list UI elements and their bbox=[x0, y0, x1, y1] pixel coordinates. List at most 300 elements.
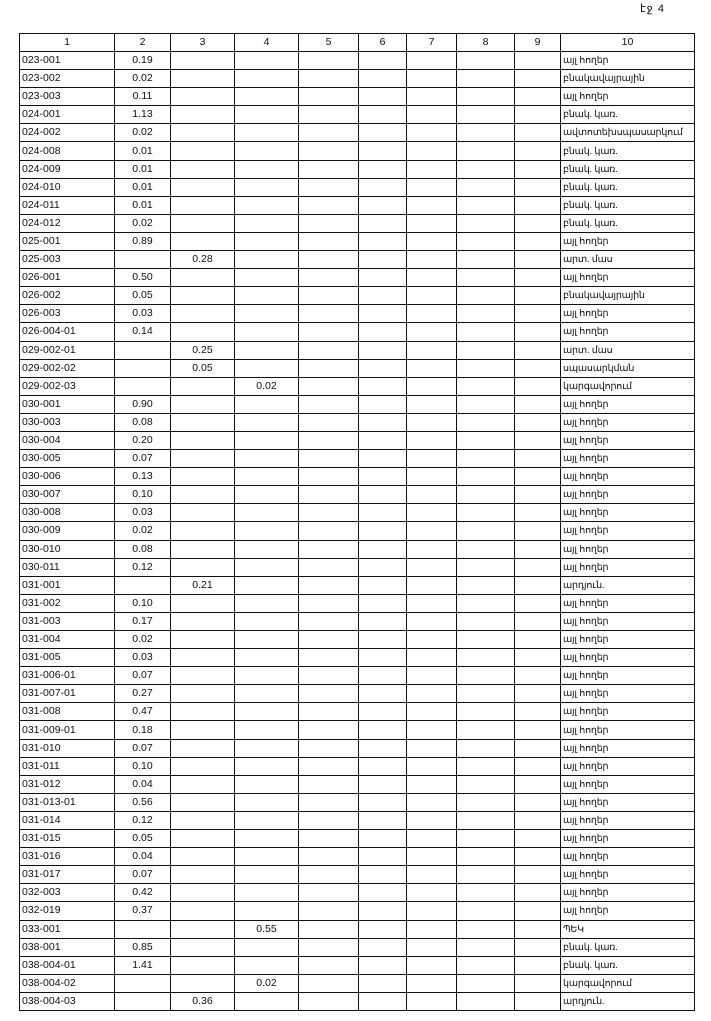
table-row bbox=[20, 576, 695, 594]
value-cell-col3 bbox=[171, 232, 235, 250]
value-cell-col5 bbox=[299, 305, 359, 323]
value-cell-col5 bbox=[299, 830, 359, 848]
value-cell-col2: 0.07 bbox=[115, 450, 171, 468]
value-cell-col3 bbox=[171, 142, 235, 160]
value-cell-col2: 0.12 bbox=[115, 811, 171, 829]
value-cell-col4 bbox=[235, 431, 299, 449]
value-cell-col6 bbox=[359, 594, 407, 612]
value-cell-col9 bbox=[515, 920, 561, 938]
value-cell-col2: 0.02 bbox=[115, 631, 171, 649]
value-cell-col8 bbox=[457, 196, 515, 214]
value-cell-col2: 0.19 bbox=[115, 52, 171, 70]
table-row bbox=[20, 920, 695, 938]
value-cell-col4 bbox=[235, 576, 299, 594]
value-cell-col9 bbox=[515, 431, 561, 449]
value-cell-col8 bbox=[457, 974, 515, 992]
value-cell-col5 bbox=[299, 468, 359, 486]
column-header: 2 bbox=[115, 34, 171, 52]
value-cell-col6 bbox=[359, 649, 407, 667]
column-header: 10 bbox=[561, 34, 695, 52]
value-cell-col2: 0.02 bbox=[115, 70, 171, 88]
value-cell-col6 bbox=[359, 52, 407, 70]
table-row bbox=[20, 341, 695, 359]
value-cell-col9 bbox=[515, 757, 561, 775]
value-cell-col9 bbox=[515, 142, 561, 160]
value-cell-col2: 0.04 bbox=[115, 848, 171, 866]
value-cell-col7 bbox=[407, 631, 457, 649]
value-cell-col5 bbox=[299, 920, 359, 938]
value-cell-col2: 0.02 bbox=[115, 214, 171, 232]
value-cell-col8 bbox=[457, 359, 515, 377]
parcel-code-cell: 030-007 bbox=[20, 486, 115, 504]
value-cell-col8 bbox=[457, 178, 515, 196]
parcel-code-cell: 031-017 bbox=[20, 866, 115, 884]
value-cell-col4 bbox=[235, 793, 299, 811]
table-row bbox=[20, 830, 695, 848]
value-cell-col2: 0.89 bbox=[115, 232, 171, 250]
value-cell-col7 bbox=[407, 757, 457, 775]
table-row bbox=[20, 486, 695, 504]
land-use-cell: արտ. մաս bbox=[561, 341, 695, 359]
value-cell-col5 bbox=[299, 811, 359, 829]
value-cell-col8 bbox=[457, 341, 515, 359]
value-cell-col9 bbox=[515, 52, 561, 70]
value-cell-col8 bbox=[457, 594, 515, 612]
value-cell-col5 bbox=[299, 377, 359, 395]
value-cell-col2 bbox=[115, 341, 171, 359]
column-header: 4 bbox=[235, 34, 299, 52]
value-cell-col7 bbox=[407, 938, 457, 956]
value-cell-col5 bbox=[299, 70, 359, 88]
value-cell-col4 bbox=[235, 667, 299, 685]
value-cell-col4 bbox=[235, 341, 299, 359]
value-cell-col2 bbox=[115, 920, 171, 938]
value-cell-col9 bbox=[515, 486, 561, 504]
value-cell-col7 bbox=[407, 124, 457, 142]
value-cell-col6 bbox=[359, 142, 407, 160]
value-cell-col4 bbox=[235, 775, 299, 793]
value-cell-col5 bbox=[299, 649, 359, 667]
value-cell-col3 bbox=[171, 450, 235, 468]
value-cell-col3 bbox=[171, 160, 235, 178]
value-cell-col9 bbox=[515, 106, 561, 124]
parcel-code-cell: 030-006 bbox=[20, 468, 115, 486]
value-cell-col3 bbox=[171, 504, 235, 522]
parcel-code-cell: 024-011 bbox=[20, 196, 115, 214]
value-cell-col3 bbox=[171, 540, 235, 558]
land-use-cell: այլ հողեր bbox=[561, 902, 695, 920]
value-cell-col7 bbox=[407, 739, 457, 757]
value-cell-col3 bbox=[171, 106, 235, 124]
land-use-cell: ավտոտեխսպասարկում bbox=[561, 124, 695, 142]
value-cell-col9 bbox=[515, 413, 561, 431]
parcel-code-cell: 031-001 bbox=[20, 576, 115, 594]
table-row bbox=[20, 631, 695, 649]
value-cell-col5 bbox=[299, 721, 359, 739]
column-header: 8 bbox=[457, 34, 515, 52]
table-row bbox=[20, 667, 695, 685]
value-cell-col9 bbox=[515, 88, 561, 106]
land-use-cell: այլ հողեր bbox=[561, 721, 695, 739]
value-cell-col2: 0.07 bbox=[115, 739, 171, 757]
value-cell-col7 bbox=[407, 106, 457, 124]
value-cell-col3 bbox=[171, 377, 235, 395]
value-cell-col8 bbox=[457, 142, 515, 160]
value-cell-col3 bbox=[171, 775, 235, 793]
value-cell-col7 bbox=[407, 305, 457, 323]
value-cell-col5 bbox=[299, 413, 359, 431]
value-cell-col3 bbox=[171, 649, 235, 667]
value-cell-col8 bbox=[457, 775, 515, 793]
value-cell-col8 bbox=[457, 612, 515, 630]
value-cell-col7 bbox=[407, 160, 457, 178]
table-row bbox=[20, 884, 695, 902]
value-cell-col7 bbox=[407, 956, 457, 974]
value-cell-col3 bbox=[171, 902, 235, 920]
parcel-code-cell: 031-010 bbox=[20, 739, 115, 757]
land-use-cell: այլ հողեր bbox=[561, 269, 695, 287]
value-cell-col2: 0.18 bbox=[115, 721, 171, 739]
value-cell-col3 bbox=[171, 739, 235, 757]
table-row bbox=[20, 468, 695, 486]
value-cell-col5 bbox=[299, 902, 359, 920]
land-use-cell: այլ հողեր bbox=[561, 631, 695, 649]
value-cell-col9 bbox=[515, 938, 561, 956]
value-cell-col9 bbox=[515, 649, 561, 667]
value-cell-col7 bbox=[407, 504, 457, 522]
land-use-cell: այլ հողեր bbox=[561, 667, 695, 685]
table-row bbox=[20, 848, 695, 866]
land-use-cell: այլ հողեր bbox=[561, 558, 695, 576]
land-use-cell: կարգավորում bbox=[561, 377, 695, 395]
value-cell-col3: 0.36 bbox=[171, 992, 235, 1010]
table-row bbox=[20, 558, 695, 576]
value-cell-col2: 0.02 bbox=[115, 124, 171, 142]
parcel-code-cell: 030-001 bbox=[20, 395, 115, 413]
parcel-code-cell: 023-003 bbox=[20, 88, 115, 106]
value-cell-col7 bbox=[407, 88, 457, 106]
table-row bbox=[20, 232, 695, 250]
value-cell-col5 bbox=[299, 287, 359, 305]
value-cell-col2: 0.90 bbox=[115, 395, 171, 413]
value-cell-col4 bbox=[235, 142, 299, 160]
value-cell-col5 bbox=[299, 232, 359, 250]
value-cell-col8 bbox=[457, 721, 515, 739]
land-use-cell: սպասարկման bbox=[561, 359, 695, 377]
value-cell-col4 bbox=[235, 848, 299, 866]
value-cell-col6 bbox=[359, 196, 407, 214]
value-cell-col5 bbox=[299, 323, 359, 341]
page-number: էջ 4 bbox=[640, 3, 665, 15]
land-use-cell: այլ հողեր bbox=[561, 522, 695, 540]
land-use-cell: այլ հողեր bbox=[561, 649, 695, 667]
land-use-cell: կարգավորում bbox=[561, 974, 695, 992]
value-cell-col8 bbox=[457, 703, 515, 721]
value-cell-col4 bbox=[235, 232, 299, 250]
value-cell-col3 bbox=[171, 703, 235, 721]
value-cell-col4: 0.02 bbox=[235, 974, 299, 992]
value-cell-col5 bbox=[299, 558, 359, 576]
value-cell-col7 bbox=[407, 52, 457, 70]
value-cell-col8 bbox=[457, 884, 515, 902]
table-row bbox=[20, 811, 695, 829]
land-use-cell: այլ հողեր bbox=[561, 232, 695, 250]
value-cell-col9 bbox=[515, 956, 561, 974]
value-cell-col5 bbox=[299, 52, 359, 70]
value-cell-col6 bbox=[359, 685, 407, 703]
table-row bbox=[20, 142, 695, 160]
value-cell-col6 bbox=[359, 612, 407, 630]
land-use-cell: բնակ. կառ. bbox=[561, 160, 695, 178]
value-cell-col6 bbox=[359, 956, 407, 974]
value-cell-col6 bbox=[359, 558, 407, 576]
value-cell-col9 bbox=[515, 70, 561, 88]
value-cell-col6 bbox=[359, 811, 407, 829]
land-use-cell: այլ հողեր bbox=[561, 775, 695, 793]
land-use-cell: բնակ. կառ. bbox=[561, 106, 695, 124]
value-cell-col9 bbox=[515, 468, 561, 486]
value-cell-col2: 0.85 bbox=[115, 938, 171, 956]
value-cell-col5 bbox=[299, 486, 359, 504]
value-cell-col5 bbox=[299, 992, 359, 1010]
land-use-cell: այլ հողեր bbox=[561, 52, 695, 70]
value-cell-col6 bbox=[359, 359, 407, 377]
value-cell-col3 bbox=[171, 178, 235, 196]
table-row bbox=[20, 359, 695, 377]
value-cell-col4 bbox=[235, 558, 299, 576]
value-cell-col5 bbox=[299, 757, 359, 775]
value-cell-col6 bbox=[359, 377, 407, 395]
value-cell-col8 bbox=[457, 956, 515, 974]
value-cell-col4: 0.55 bbox=[235, 920, 299, 938]
value-cell-col8 bbox=[457, 431, 515, 449]
value-cell-col8 bbox=[457, 106, 515, 124]
parcel-code-cell: 030-004 bbox=[20, 431, 115, 449]
land-use-cell: այլ հողեր bbox=[561, 504, 695, 522]
value-cell-col2: 0.37 bbox=[115, 902, 171, 920]
value-cell-col2: 0.10 bbox=[115, 486, 171, 504]
table-row bbox=[20, 866, 695, 884]
value-cell-col6 bbox=[359, 992, 407, 1010]
value-cell-col9 bbox=[515, 251, 561, 269]
value-cell-col2: 0.04 bbox=[115, 775, 171, 793]
value-cell-col7 bbox=[407, 992, 457, 1010]
value-cell-col6 bbox=[359, 920, 407, 938]
value-cell-col9 bbox=[515, 504, 561, 522]
value-cell-col6 bbox=[359, 902, 407, 920]
value-cell-col7 bbox=[407, 269, 457, 287]
value-cell-col5 bbox=[299, 594, 359, 612]
value-cell-col3 bbox=[171, 811, 235, 829]
table-row bbox=[20, 757, 695, 775]
table-row bbox=[20, 793, 695, 811]
value-cell-col9 bbox=[515, 793, 561, 811]
value-cell-col6 bbox=[359, 287, 407, 305]
table-row bbox=[20, 88, 695, 106]
parcel-code-cell: 025-003 bbox=[20, 251, 115, 269]
parcel-code-cell: 031-011 bbox=[20, 757, 115, 775]
value-cell-col5 bbox=[299, 974, 359, 992]
value-cell-col3 bbox=[171, 70, 235, 88]
table-row bbox=[20, 160, 695, 178]
value-cell-col2 bbox=[115, 992, 171, 1010]
value-cell-col2: 0.03 bbox=[115, 504, 171, 522]
value-cell-col7 bbox=[407, 902, 457, 920]
table-row bbox=[20, 685, 695, 703]
value-cell-col3 bbox=[171, 413, 235, 431]
value-cell-col6 bbox=[359, 793, 407, 811]
table-row bbox=[20, 323, 695, 341]
value-cell-col8 bbox=[457, 649, 515, 667]
parcel-code-cell: 031-006-01 bbox=[20, 667, 115, 685]
value-cell-col8 bbox=[457, 88, 515, 106]
value-cell-col5 bbox=[299, 196, 359, 214]
parcel-code-cell: 026-002 bbox=[20, 287, 115, 305]
value-cell-col2: 0.03 bbox=[115, 305, 171, 323]
value-cell-col8 bbox=[457, 468, 515, 486]
value-cell-col4 bbox=[235, 866, 299, 884]
parcel-code-cell: 030-011 bbox=[20, 558, 115, 576]
table-row bbox=[20, 377, 695, 395]
value-cell-col8 bbox=[457, 251, 515, 269]
value-cell-col3 bbox=[171, 866, 235, 884]
value-cell-col6 bbox=[359, 974, 407, 992]
value-cell-col5 bbox=[299, 540, 359, 558]
value-cell-col7 bbox=[407, 359, 457, 377]
table-row bbox=[20, 703, 695, 721]
value-cell-col7 bbox=[407, 178, 457, 196]
value-cell-col4 bbox=[235, 305, 299, 323]
value-cell-col9 bbox=[515, 323, 561, 341]
value-cell-col6 bbox=[359, 631, 407, 649]
value-cell-col5 bbox=[299, 106, 359, 124]
parcel-code-cell: 024-009 bbox=[20, 160, 115, 178]
value-cell-col4 bbox=[235, 160, 299, 178]
land-use-cell: այլ հողեր bbox=[561, 395, 695, 413]
land-use-cell: այլ հողեր bbox=[561, 468, 695, 486]
value-cell-col4: 0.02 bbox=[235, 377, 299, 395]
value-cell-col7 bbox=[407, 793, 457, 811]
parcel-code-cell: 026-001 bbox=[20, 269, 115, 287]
value-cell-col7 bbox=[407, 594, 457, 612]
value-cell-col3 bbox=[171, 431, 235, 449]
value-cell-col2 bbox=[115, 251, 171, 269]
value-cell-col5 bbox=[299, 395, 359, 413]
value-cell-col9 bbox=[515, 359, 561, 377]
value-cell-col8 bbox=[457, 811, 515, 829]
column-header: 9 bbox=[515, 34, 561, 52]
value-cell-col4 bbox=[235, 251, 299, 269]
value-cell-col3 bbox=[171, 757, 235, 775]
value-cell-col7 bbox=[407, 341, 457, 359]
parcel-code-cell: 031-003 bbox=[20, 612, 115, 630]
value-cell-col2: 0.07 bbox=[115, 866, 171, 884]
value-cell-col9 bbox=[515, 196, 561, 214]
value-cell-col4 bbox=[235, 323, 299, 341]
value-cell-col5 bbox=[299, 848, 359, 866]
table-row bbox=[20, 196, 695, 214]
value-cell-col2: 0.01 bbox=[115, 196, 171, 214]
value-cell-col4 bbox=[235, 594, 299, 612]
value-cell-col8 bbox=[457, 631, 515, 649]
value-cell-col5 bbox=[299, 504, 359, 522]
value-cell-col6 bbox=[359, 431, 407, 449]
value-cell-col5 bbox=[299, 178, 359, 196]
value-cell-col4 bbox=[235, 540, 299, 558]
value-cell-col7 bbox=[407, 196, 457, 214]
land-use-cell: այլ հողեր bbox=[561, 703, 695, 721]
value-cell-col7 bbox=[407, 486, 457, 504]
value-cell-col2: 0.08 bbox=[115, 413, 171, 431]
land-use-cell: այլ հողեր bbox=[561, 884, 695, 902]
value-cell-col4 bbox=[235, 902, 299, 920]
land-use-cell: այլ հողեր bbox=[561, 811, 695, 829]
value-cell-col2 bbox=[115, 359, 171, 377]
value-cell-col5 bbox=[299, 124, 359, 142]
value-cell-col6 bbox=[359, 395, 407, 413]
value-cell-col9 bbox=[515, 160, 561, 178]
value-cell-col5 bbox=[299, 866, 359, 884]
value-cell-col8 bbox=[457, 323, 515, 341]
value-cell-col8 bbox=[457, 685, 515, 703]
table-row bbox=[20, 938, 695, 956]
value-cell-col7 bbox=[407, 775, 457, 793]
value-cell-col9 bbox=[515, 594, 561, 612]
value-cell-col6 bbox=[359, 938, 407, 956]
value-cell-col8 bbox=[457, 287, 515, 305]
value-cell-col4 bbox=[235, 486, 299, 504]
value-cell-col2: 1.13 bbox=[115, 106, 171, 124]
value-cell-col5 bbox=[299, 775, 359, 793]
value-cell-col8 bbox=[457, 522, 515, 540]
value-cell-col8 bbox=[457, 160, 515, 178]
value-cell-col2: 0.05 bbox=[115, 830, 171, 848]
value-cell-col3 bbox=[171, 196, 235, 214]
parcel-code-cell: 023-002 bbox=[20, 70, 115, 88]
value-cell-col4 bbox=[235, 287, 299, 305]
value-cell-col7 bbox=[407, 395, 457, 413]
parcel-code-cell: 025-001 bbox=[20, 232, 115, 250]
value-cell-col2: 0.01 bbox=[115, 142, 171, 160]
value-cell-col6 bbox=[359, 160, 407, 178]
land-use-cell: այլ հողեր bbox=[561, 594, 695, 612]
value-cell-col8 bbox=[457, 377, 515, 395]
parcel-code-cell: 030-009 bbox=[20, 522, 115, 540]
value-cell-col6 bbox=[359, 504, 407, 522]
land-use-cell: բնակ. կառ. bbox=[561, 196, 695, 214]
value-cell-col7 bbox=[407, 884, 457, 902]
value-cell-col8 bbox=[457, 395, 515, 413]
value-cell-col5 bbox=[299, 522, 359, 540]
table-row bbox=[20, 52, 695, 70]
value-cell-col5 bbox=[299, 359, 359, 377]
value-cell-col6 bbox=[359, 540, 407, 558]
table-row bbox=[20, 649, 695, 667]
parcel-code-cell: 029-002-02 bbox=[20, 359, 115, 377]
column-header: 1 bbox=[20, 34, 115, 52]
parcel-code-cell: 038-001 bbox=[20, 938, 115, 956]
parcel-code-cell: 031-013-01 bbox=[20, 793, 115, 811]
value-cell-col2: 0.05 bbox=[115, 287, 171, 305]
value-cell-col9 bbox=[515, 341, 561, 359]
value-cell-col4 bbox=[235, 884, 299, 902]
parcel-code-cell: 029-002-01 bbox=[20, 341, 115, 359]
land-use-cell: այլ հողեր bbox=[561, 88, 695, 106]
value-cell-col6 bbox=[359, 413, 407, 431]
value-cell-col9 bbox=[515, 685, 561, 703]
table-row bbox=[20, 992, 695, 1010]
value-cell-col4 bbox=[235, 269, 299, 287]
